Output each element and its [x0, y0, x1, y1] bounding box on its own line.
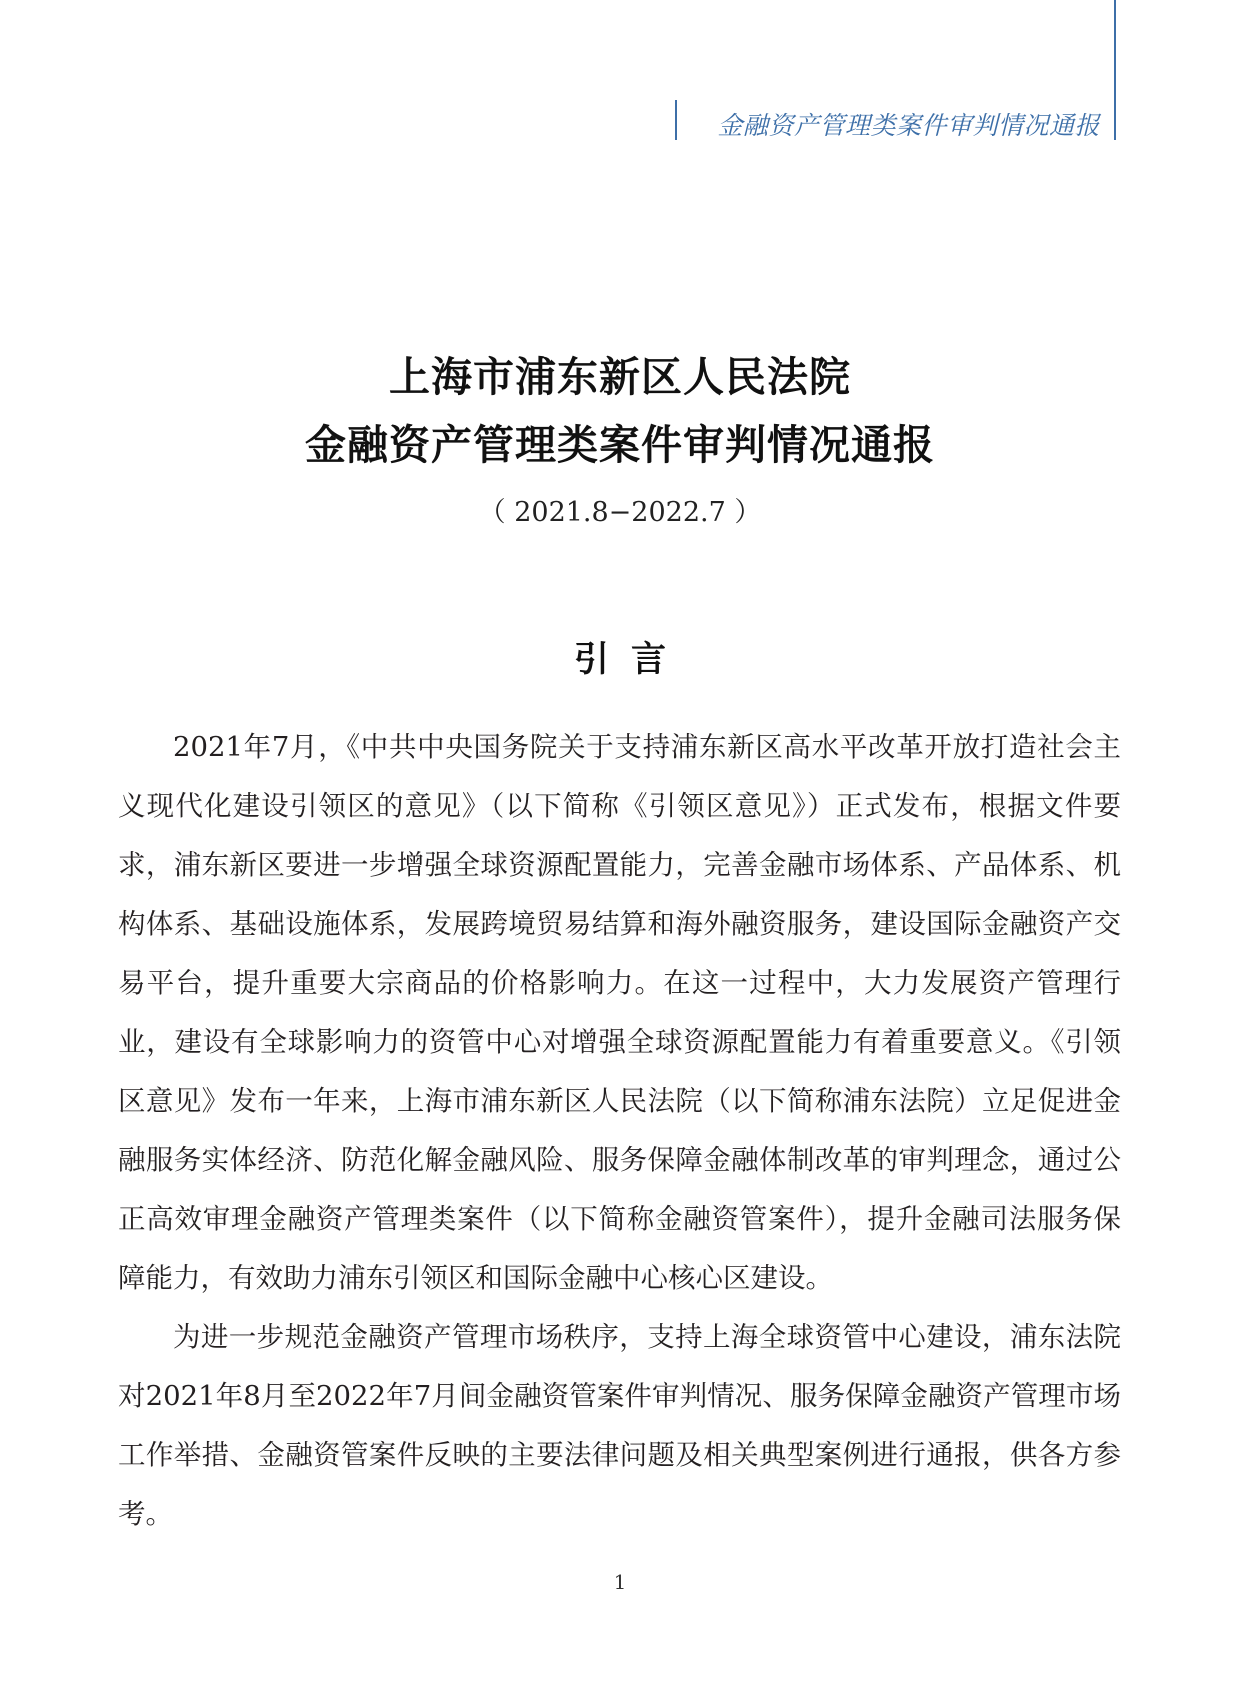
running-header-title: 金融资产管理类案件审判情况通报: [717, 111, 1100, 140]
report-period: （ 2021.8−2022.7 ）: [478, 497, 762, 528]
header-accent-bar: [675, 100, 677, 140]
document-title-line2: 金融资产管理类案件审判情况通报: [305, 421, 935, 469]
page-number: 1: [613, 1570, 627, 1594]
body-text: [118, 718, 1121, 1544]
header-vertical-rule: [1114, 0, 1116, 140]
section-heading: 引言: [573, 640, 688, 680]
document-title-line1: 上海市浦东新区人民法院: [389, 353, 851, 401]
paragraph-1: 2021年7月，《中共中央国务院关于支持浦东新区高水平改革开放打造社会主义现代化建设引领区的意见》（以下简称《引领区意见》）正式发布，根据文件要求，浦东新区要进一步增强全球资源配置能力，完善金融市场体系、产品体系、机构体系、基础设施体系，发展跨境贸易结算和海外融资服务，建设国际金融资产交易平台，提升重要大宗商品的价格影响力。在这一过程中，大力发展资产管理行业，建设有全球影响力的资管中心对增强全球资源配置能力有着重要意义。《引领区意见》发布一年来，上海市浦东新区人民法院（以下简称浦东法院）立足促进金融服务实体经济、防范化解金融风险、服务保障金融体制改革的审判理念，通过公正高效审理金融资产管理类案件（以下简称金融资管案件），提升金融司法服务保障能力，有效助力浦东引领区和国际金融中心核心区建设。: [118, 731, 1121, 1294]
paragraph-2: 为进一步规范金融资产管理市场秩序，支持上海全球资管中心建设，浦东法院对2021年8月至2022年7月间金融资管案件审判情况、服务保障金融资产管理市场工作举措、金融资管案件反映的主要法律问题及相关典型案例进行通报，供各方参考。: [118, 1321, 1121, 1530]
